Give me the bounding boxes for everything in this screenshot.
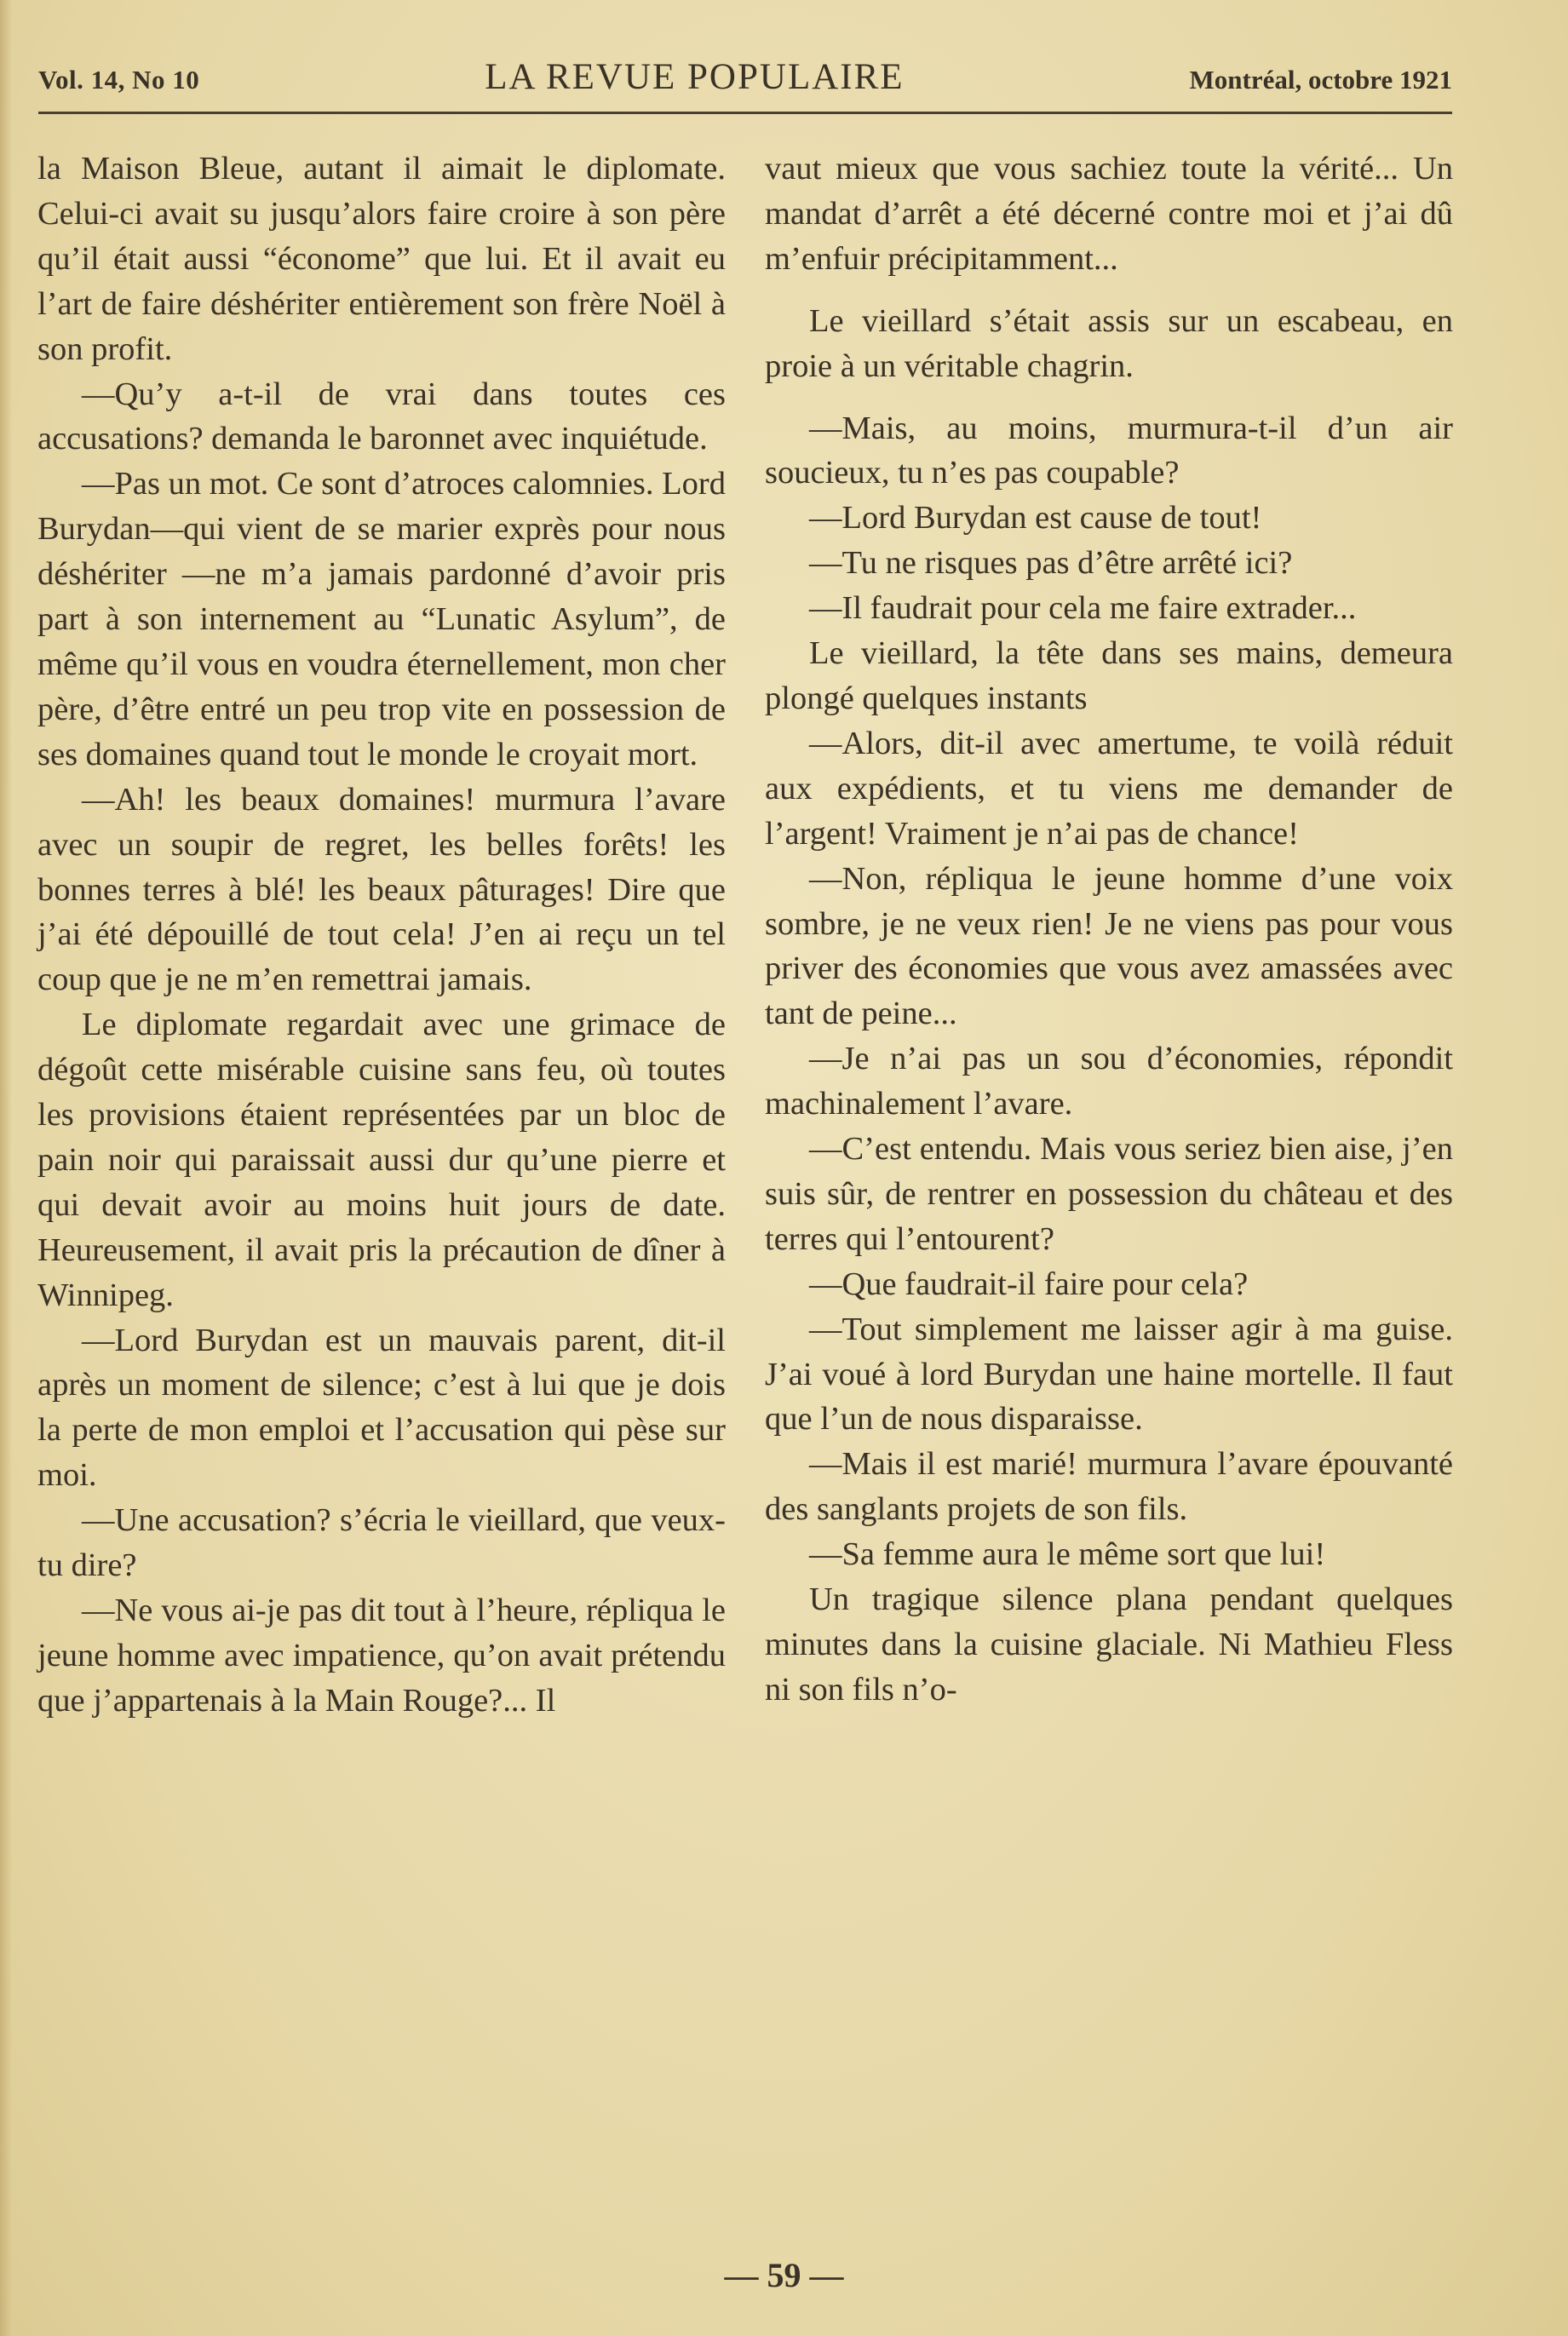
- paragraph: —Il faudrait pour cela me faire extrader...: [809, 590, 1357, 627]
- right-column: [765, 146, 1453, 1713]
- paragraph: Le diplomate regardait avec une grimace de dégoût cette misérable cuisine sans feu, où toutes les provisions étaient représentées par un bloc de pain noir qui paraissait aussi dur qu’une pierre et qui devait avoir au moins huit jours de date. Heureusement, il avait pris la précaution de dîner à Winnipeg.: [37, 1007, 726, 1313]
- paragraph: la Maison Bleue, autant il aimait le diplomate. Celui-ci avait su jusqu’alors faire croire à son père qu’il était aussi “économe” que lui. Et il avait eu l’art de faire déshériter entièrement son frère Noël à son profit.: [37, 151, 726, 367]
- paragraph: —Qu’y a-t-il de vrai dans toutes ces accusations? demanda le baronnet avec inquiétude.: [37, 376, 726, 457]
- paragraph: —Une accusation? s’écria le vieillard, que veux-tu dire?: [37, 1502, 726, 1584]
- dateline: Montréal, octobre 1921: [1189, 65, 1452, 95]
- paragraph: —Que faudrait-il faire pour cela?: [809, 1266, 1249, 1302]
- paragraph: —C’est entendu. Mais vous seriez bien aise, j’en suis sûr, de rentrer en possession du château et des terres qui l’entourent?: [765, 1131, 1453, 1257]
- left-column: [37, 146, 726, 1724]
- magazine-title: LA REVUE POPULAIRE: [485, 57, 905, 97]
- running-header: [38, 56, 1452, 107]
- paragraph: vaut mieux que vous sachiez toute la vérité... Un mandat d’arrêt a été décerné contre moi et j’ai dû m’enfuir précipitamment...: [765, 151, 1453, 277]
- volume-number: Vol. 14, No 10: [38, 65, 200, 95]
- header-rule: [38, 112, 1452, 114]
- paragraph: —Je n’ai pas un sou d’économies, répondit machinalement l’avare.: [765, 1041, 1453, 1122]
- paragraph: —Ah! les beaux domaines! murmura l’avare avec un soupir de regret, les belles forêts! les bonnes terres à blé! les beaux pâturages! Dire que j’ai été dépouillé de tout cela! J’en ai reçu un tel coup que je ne m’en remettrai jamais.: [37, 781, 726, 998]
- paragraph: —Lord Burydan est un mauvais parent, dit-il après un moment de silence; c’est à lui que je dois la perte de mon emploi et l’accusation qui pèse sur moi.: [37, 1322, 726, 1494]
- page-number: — 59 —: [724, 2256, 844, 2294]
- paragraph: —Mais il est marié! murmura l’avare épouvanté des sanglants projets de son fils.: [765, 1446, 1453, 1528]
- paragraph: —Lord Burydan est cause de tout!: [809, 500, 1262, 537]
- paragraph: —Sa femme aura le même sort que lui!: [809, 1536, 1326, 1573]
- page-spine-shadow: [0, 0, 12, 2336]
- paragraph: —Non, répliqua le jeune homme d’une voix sombre, je ne veux rien! Je ne viens pas pour vous priver des économies que vous avez amassées avec tant de peine...: [765, 860, 1453, 1032]
- paragraph: —Ne vous ai-je pas dit tout à l’heure, répliqua le jeune homme avec impatience, qu’on avait prétendu que j’appartenais à la Main Rouge?... Il: [37, 1593, 726, 1719]
- paragraph: —Alors, dit-il avec amertume, te voilà réduit aux expédients, et tu viens me demander de l’argent! Vraiment je n’ai pas de chance!: [765, 725, 1453, 852]
- paragraph: —Tu ne risques pas d’être arrêté ici?: [809, 545, 1293, 582]
- paragraph: Un tragique silence plana pendant quelques minutes dans la cuisine glaciale. Ni Mathieu Fless ni son fils n’o-: [765, 1581, 1453, 1708]
- paragraph: —Pas un mot. Ce sont d’atroces calomnies. Lord Burydan—qui vient de se marier exprès pour nous déshériter —ne m’a jamais pardonné d’avoir pris part à son internement au “Lunatic Asylum”, de même qu’il vous en voudra éternellement, mon cher père, d’être entré un peu trop vite en possession de ses domaines quand tout le monde le croyait mort.: [37, 466, 726, 772]
- paragraph: —Tout simplement me laisser agir à ma guise. J’ai voué à lord Burydan une haine mortelle. Il faut que l’un de nous disparaisse.: [765, 1311, 1453, 1438]
- paragraph: Le vieillard s’était assis sur un escabeau, en proie à un véritable chagrin.: [765, 302, 1453, 384]
- paragraph: —Mais, au moins, murmura-t-il d’un air soucieux, tu n’es pas coupable?: [765, 410, 1453, 491]
- paragraph: Le vieillard, la tête dans ses mains, demeura plongé quelques instants: [765, 635, 1453, 716]
